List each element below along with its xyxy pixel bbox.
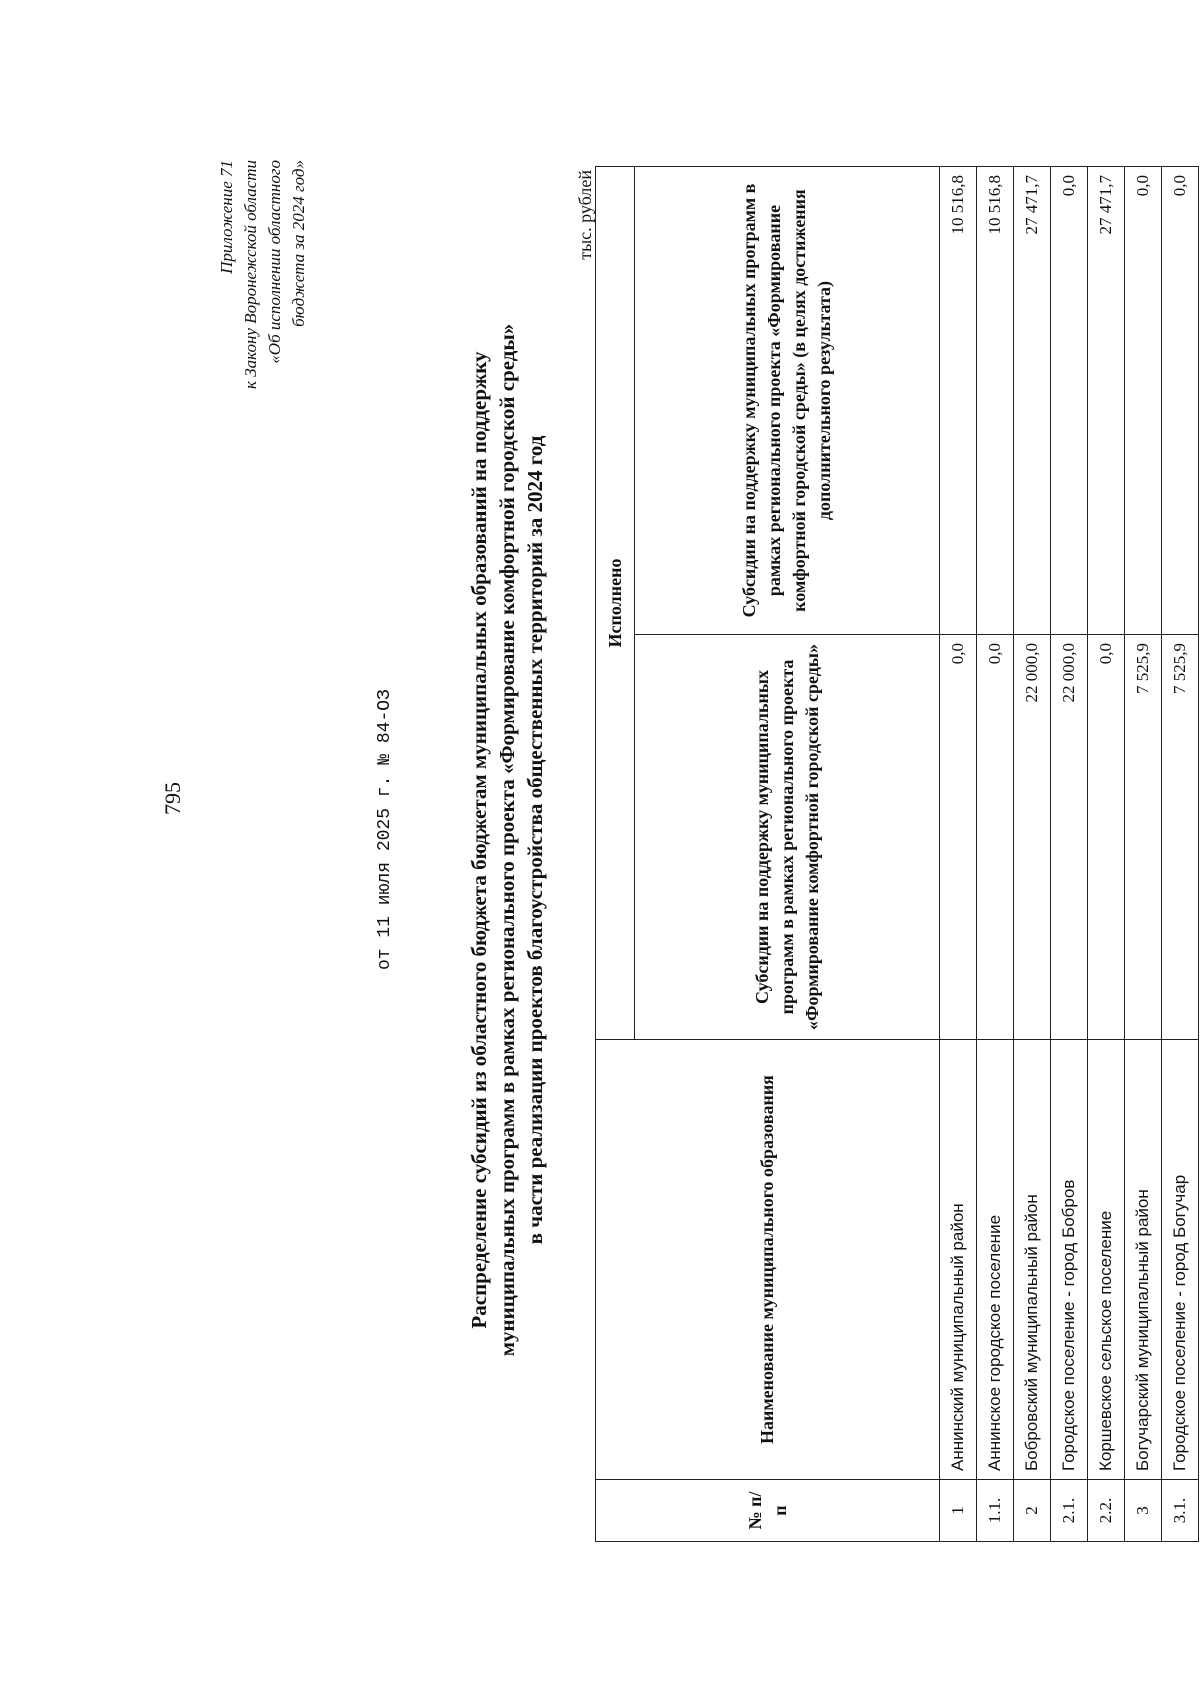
document-title [465, 170, 549, 1510]
title-line: муниципальных программ в рамках регионального проекта «Формирование комфортной городской среды» [495, 323, 519, 1357]
table-row [1051, 167, 1088, 1542]
municipality-name: Аннинский муниципальный район [940, 1040, 977, 1480]
subsidy-additional-value: 10 516,8 [940, 167, 977, 635]
subsidy-additional-value: 0,0 [1162, 167, 1199, 635]
subsidy-additional-value: 27 471,7 [1014, 167, 1051, 635]
table-body [940, 167, 1199, 1542]
municipality-name: Городское поселение - город Богучар [1162, 1040, 1199, 1480]
title-line: Распределение субсидий из областного бюджета бюджетам муниципальных образований на поддержку [467, 351, 491, 1329]
page-number: 795 [160, 782, 185, 815]
municipality-name: Бобровский муниципальный район [1014, 1040, 1051, 1480]
units-label: тыс. рублей [575, 170, 595, 260]
subsidy-main-value: 0,0 [977, 635, 1014, 1040]
subsidy-additional-value: 27 471,7 [1088, 167, 1125, 635]
row-number: 3.1. [1162, 1480, 1199, 1542]
header-number: № п/п [596, 1480, 940, 1542]
subsidy-main-value: 0,0 [940, 635, 977, 1040]
municipality-name: Аннинское городское поселение [977, 1040, 1014, 1480]
table-row [1014, 167, 1051, 1542]
row-number: 2.2. [1088, 1480, 1125, 1542]
row-number: 2.1. [1051, 1480, 1088, 1542]
title-line: в части реализации проектов благоустройства общественных территорий за 2024 год [523, 435, 547, 1245]
municipality-name: Коршевское сельское поселение [1088, 1040, 1125, 1480]
municipality-name: Богучарский муниципальный район [1125, 1040, 1162, 1480]
annex-line: Приложение 71 [217, 160, 236, 274]
row-number: 3 [1125, 1480, 1162, 1542]
table-row [1125, 167, 1162, 1542]
annex-reference [215, 160, 311, 560]
subsidy-main-value: 7 525,9 [1162, 635, 1199, 1040]
row-number: 2 [1014, 1480, 1051, 1542]
table-row [1162, 167, 1199, 1542]
table-row [977, 167, 1014, 1542]
subsidy-main-value: 22 000,0 [1051, 635, 1088, 1040]
subsidy-additional-value: 0,0 [1051, 167, 1088, 635]
annex-line: бюджета за 2024 год» [289, 160, 308, 327]
annex-line: «Об исполнении областного [265, 160, 284, 364]
row-number: 1 [940, 1480, 977, 1542]
subsidy-main-value: 0,0 [1088, 635, 1125, 1040]
table-row [1088, 167, 1125, 1542]
header-subsidy-additional: Субсидии на поддержку муниципальных программ в рамках регионального проекта «Формирование комфортной городской среды» (в целях достижения дополнительного результата) [635, 167, 940, 635]
subsidy-main-value: 7 525,9 [1125, 635, 1162, 1040]
subsidy-table [595, 166, 1199, 1542]
header-name: Наименование муниципального образования [596, 1040, 940, 1480]
row-number: 1.1. [977, 1480, 1014, 1542]
header-executed: Исполнено [596, 167, 635, 1040]
subsidy-additional-value: 0,0 [1125, 167, 1162, 635]
subsidy-additional-value: 10 516,8 [977, 167, 1014, 635]
subsidy-main-value: 22 000,0 [1014, 635, 1051, 1040]
table-row [940, 167, 977, 1542]
municipality-name: Городское поселение - город Бобров [1051, 1040, 1088, 1480]
annex-line: к Закону Воронежской области [241, 160, 260, 389]
document-page [75, 140, 1189, 1560]
law-date: от 11 июля 2025 г. № 84-ОЗ [375, 689, 395, 970]
header-subsidy-main: Субсидии на поддержку муниципальных программ в рамках регионального проекта «Формирование комфортной городской среды» [635, 635, 940, 1040]
